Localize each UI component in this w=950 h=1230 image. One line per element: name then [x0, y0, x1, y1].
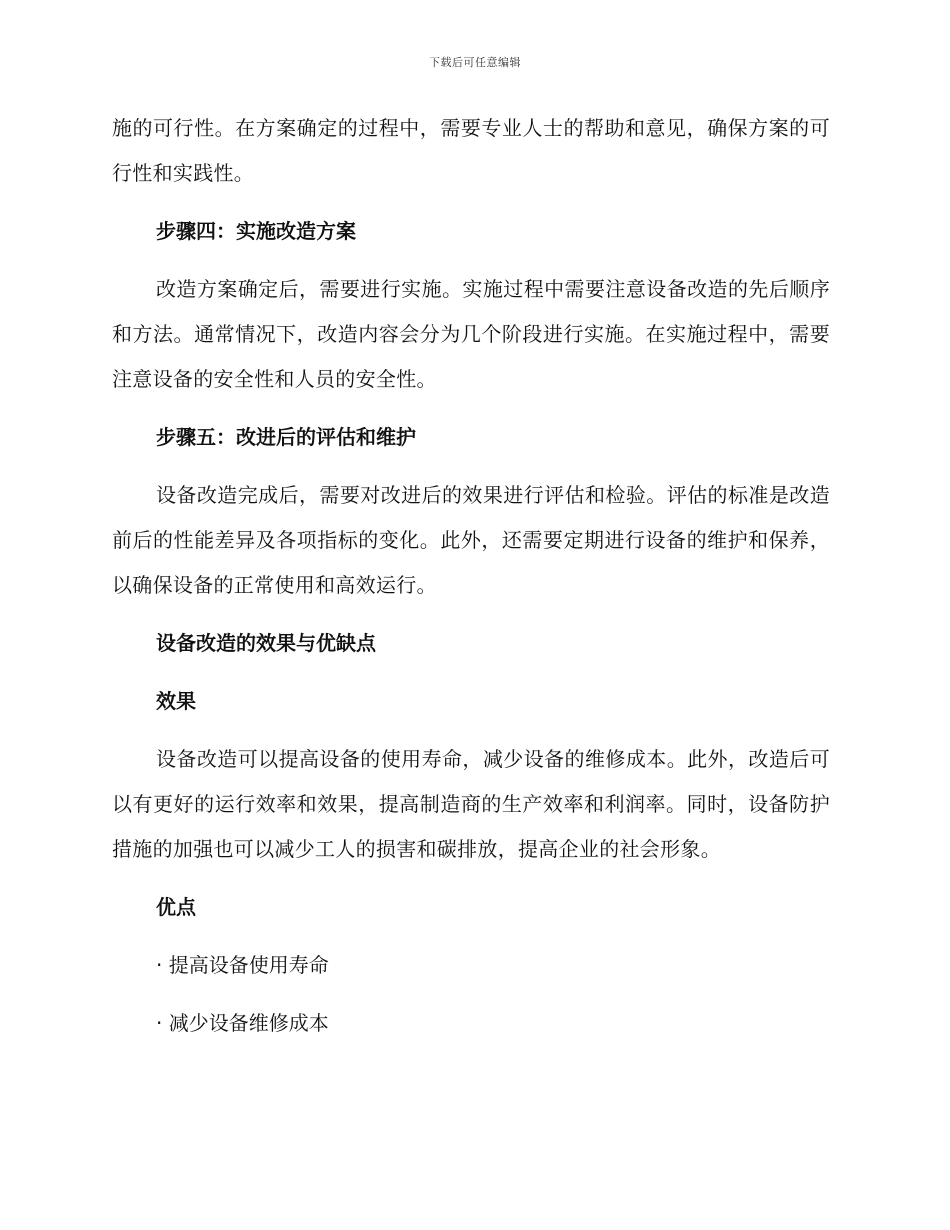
heading-effects-section: 设备改造的效果与优缺点 — [156, 631, 376, 655]
heading-step-five: 步骤五：改进后的评估和维护 — [156, 425, 416, 449]
page-header: 下载后可任意编辑 — [429, 56, 521, 69]
heading-advantages: 优点 — [156, 895, 196, 919]
paragraph-effects: 设备改造可以提高设备的使用寿命，减少设备的维修成本。此外，改造后可以有更好的运行效率和效果，提高制造商的生产效率和利润率。同时，设备防护措施的加强也可以减少工人的损害和碳排放，提高企业的社会形象。 — [112, 747, 830, 861]
list-item: · 减少设备维修成本 — [156, 1011, 329, 1035]
heading-step-four: 步骤四：实施改造方案 — [156, 219, 356, 243]
heading-effects: 效果 — [156, 689, 196, 713]
paragraph-continued: 施的可行性。在方案确定的过程中，需要专业人士的帮助和意见，确保方案的可行性和实践性。 — [112, 116, 830, 185]
list-item: · 提高设备使用寿命 — [156, 953, 329, 977]
paragraph-step-four: 改造方案确定后，需要进行实施。实施过程中需要注意设备改造的先后顺序和方法。通常情况下，改造内容会分为几个阶段进行实施。在实施过程中，需要注意设备的安全性和人员的安全性。 — [112, 277, 830, 391]
document-body — [112, 106, 830, 1046]
paragraph-step-five: 设备改造完成后，需要对改进后的效果进行评估和检验。评估的标准是改造前后的性能差异及各项指标的变化。此外，还需要定期进行设备的维护和保养，以确保设备的正常使用和高效运行。 — [112, 483, 830, 597]
